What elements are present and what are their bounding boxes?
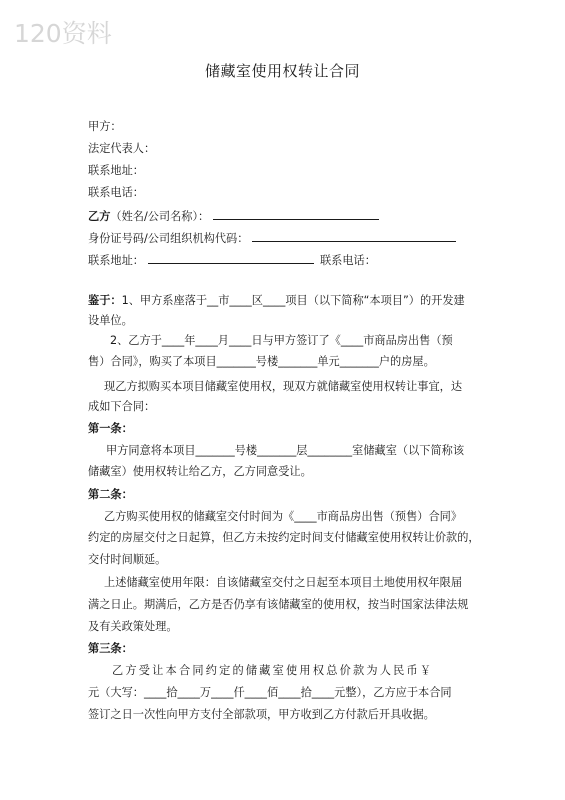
party-b-label: 乙方	[88, 210, 111, 223]
recital-p3a: 现乙方拟购买本项目储藏室使用权，现双方就储藏室使用权转让事宜，达	[104, 380, 463, 393]
party-b-contact-line	[88, 252, 376, 268]
article-3-heading: 第三条：	[88, 642, 133, 655]
article-2-line-5: 满之日止。期满后，乙方是否仍享有该储藏室的使用权，按当时国家法律法规	[88, 598, 469, 611]
party-a-representative: 法定代表人：	[88, 142, 156, 155]
article-2-line-3: 交付时间顺延。	[88, 553, 167, 566]
article-2-line-2: 约定的房屋交付之日起算，但乙方未按约定时间支付储藏室使用权转让价款的，	[88, 531, 480, 544]
recital-p2a: 2、乙方于____年____月____日与甲方签订了《____市商品房出售（预	[110, 334, 453, 347]
party-b-id-label: 身份证号码/公司组织机构代码：	[88, 232, 249, 245]
party-b-name-label: （姓名/公司名称）：	[110, 210, 210, 223]
article-1-line-2: 储藏室）使用权转让给乙方，乙方同意受让。	[88, 465, 312, 478]
article-3-line-1: 乙方受让本合同约定的储藏室使用权总价款为人民币￥	[112, 664, 434, 677]
article-1-heading: 第一条：	[88, 422, 133, 435]
recital-p2b: 售）合同》，购买了本项目_______号楼_______单元_______户的房屋。	[88, 355, 435, 368]
article-3-line-2: 元（大写：____拾____万____仟____佰____拾____元整），乙方应于本合同	[88, 686, 452, 699]
article-2-line-1: 乙方购买使用权的储藏室交付时间为《____市商品房出售（预售）合同》	[104, 510, 463, 523]
party-b-id-blank	[252, 230, 456, 242]
recital-p3b: 成如下合同：	[88, 400, 156, 413]
party-b-id-line	[88, 230, 456, 246]
recital-heading: 鉴于：	[88, 294, 122, 307]
document-title: 储藏室使用权转让合同	[204, 62, 360, 80]
recital-p1a: 1、甲方系座落于__市____区____项目（以下简称“本项目”）的开发建	[121, 294, 465, 307]
party-a-label: 甲方：	[88, 120, 122, 133]
recital-line-1	[88, 294, 465, 308]
article-1-line-1: 甲方同意将本项目_______号楼_______层________室储藏室（以下简称该	[106, 444, 465, 457]
article-2-line-4: 上述储藏室使用年限：自该储藏室交付之日起至本项目土地使用权年限届	[104, 576, 463, 589]
recital-p1b: 设单位。	[88, 314, 133, 327]
article-2-heading: 第二条：	[88, 488, 133, 501]
party-b-name-blank	[213, 208, 379, 220]
party-b-address-blank	[148, 252, 314, 264]
party-b-line	[88, 208, 379, 224]
article-3-line-3: 签订之日一次性向甲方支付全部款项，甲方收到乙方付款后开具收据。	[88, 708, 435, 721]
watermark: 120资料	[14, 19, 112, 48]
article-2-line-6: 及有关政策处理。	[88, 620, 178, 633]
party-a-phone: 联系电话：	[88, 186, 144, 199]
party-a-address: 联系地址：	[88, 164, 144, 177]
party-b-address-label: 联系地址：	[88, 254, 144, 267]
party-b-phone-label: 联系电话：	[319, 254, 376, 267]
